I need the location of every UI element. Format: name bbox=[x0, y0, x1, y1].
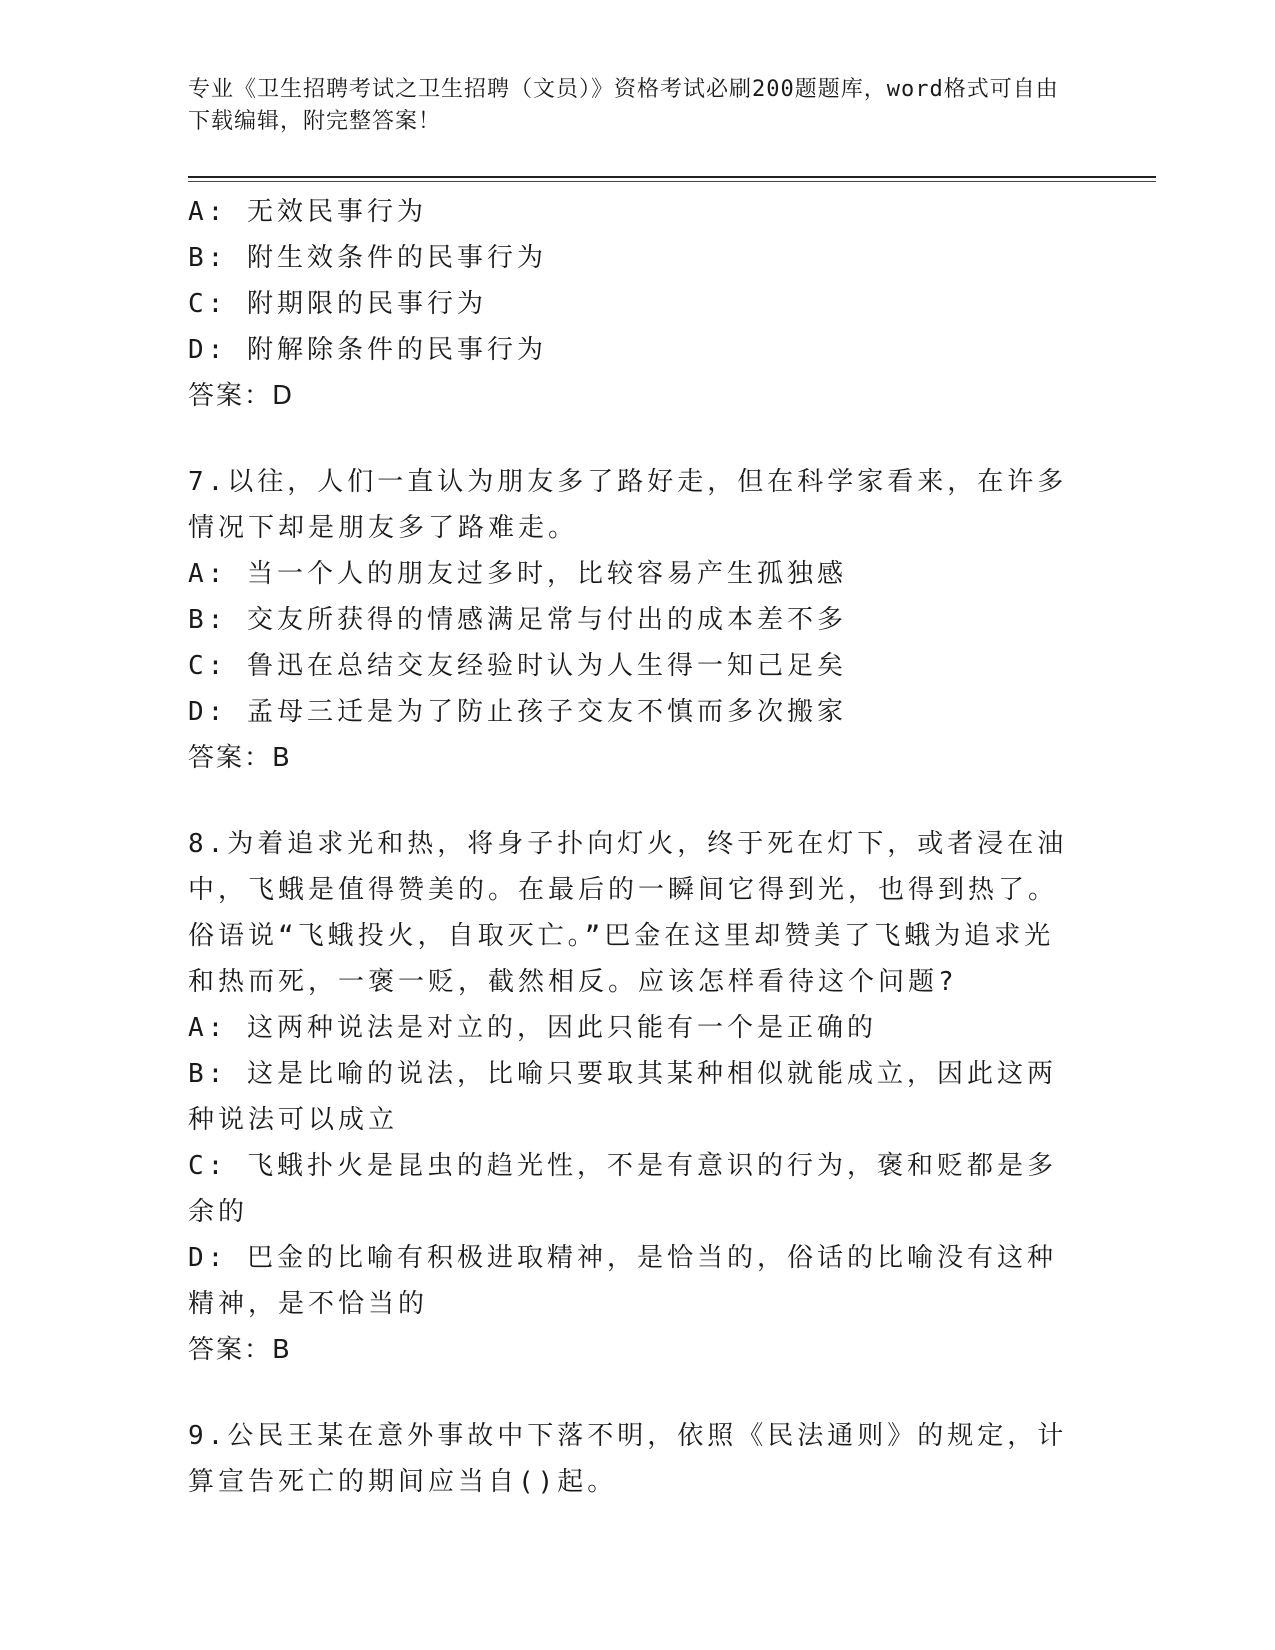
option-b: B: 交友所获得的情感满足常与付出的成本差不多 bbox=[188, 605, 847, 635]
option-a: A: 这两种说法是对立的，因此只能有一个是正确的 bbox=[188, 1013, 877, 1043]
header-title: 专业《卫生招聘考试之卫生招聘（文员）》资格考试必刷200题题库，word格式可自由下载编辑，附完整答案！ bbox=[188, 77, 1059, 134]
question-9 bbox=[188, 1413, 1078, 1505]
option-d: D: 巴金的比喻有积极进取精神，是恰当的，俗话的比喻没有这种精神，是不恰当的 bbox=[188, 1243, 1057, 1319]
question-text: 7.以往，人们一直认为朋友多了路好走，但在科学家看来，在许多情况下却是朋友多了路难走。 bbox=[188, 467, 1068, 543]
question-6 bbox=[188, 189, 1078, 419]
question-7 bbox=[188, 459, 1078, 781]
answer: 答案：D bbox=[188, 381, 295, 411]
option-a: A: 当一个人的朋友过多时，比较容易产生孤独感 bbox=[188, 559, 847, 589]
option-b: B: 这是比喻的说法，比喻只要取其某种相似就能成立，因此这两种说法可以成立 bbox=[188, 1059, 1057, 1135]
question-list bbox=[188, 189, 1078, 1505]
question-8 bbox=[188, 821, 1078, 1373]
header-divider-thin bbox=[188, 181, 1156, 182]
header-divider-thick bbox=[188, 176, 1156, 178]
question-text: 8.为着追求光和热，将身子扑向灯火，终于死在灯下，或者浸在油中，飞蛾是值得赞美的。在最后的一瞬间它得到光，也得到热了。俗语说“飞蛾投火，自取灭亡。”巴金在这里却赞美了飞蛾为追求光和热而死，一褒一贬，截然相反。应该怎样看待这个问题? bbox=[188, 829, 1068, 997]
document-header bbox=[188, 74, 1068, 138]
option-c: C: 附期限的民事行为 bbox=[188, 289, 487, 319]
option-d: D: 孟母三迁是为了防止孩子交友不慎而多次搬家 bbox=[188, 697, 847, 727]
answer: 答案：B bbox=[188, 743, 292, 773]
option-d: D: 附解除条件的民事行为 bbox=[188, 335, 547, 365]
question-text: 9.公民王某在意外事故中下落不明，依照《民法通则》的规定，计算宣告死亡的期间应当自()起。 bbox=[188, 1421, 1068, 1497]
option-b: B: 附生效条件的民事行为 bbox=[188, 243, 547, 273]
answer: 答案：B bbox=[188, 1335, 292, 1365]
option-a: A: 无效民事行为 bbox=[188, 197, 427, 227]
option-c: C: 飞蛾扑火是昆虫的趋光性，不是有意识的行为，褒和贬都是多余的 bbox=[188, 1151, 1057, 1227]
option-c: C: 鲁迅在总结交友经验时认为人生得一知己足矣 bbox=[188, 651, 847, 681]
